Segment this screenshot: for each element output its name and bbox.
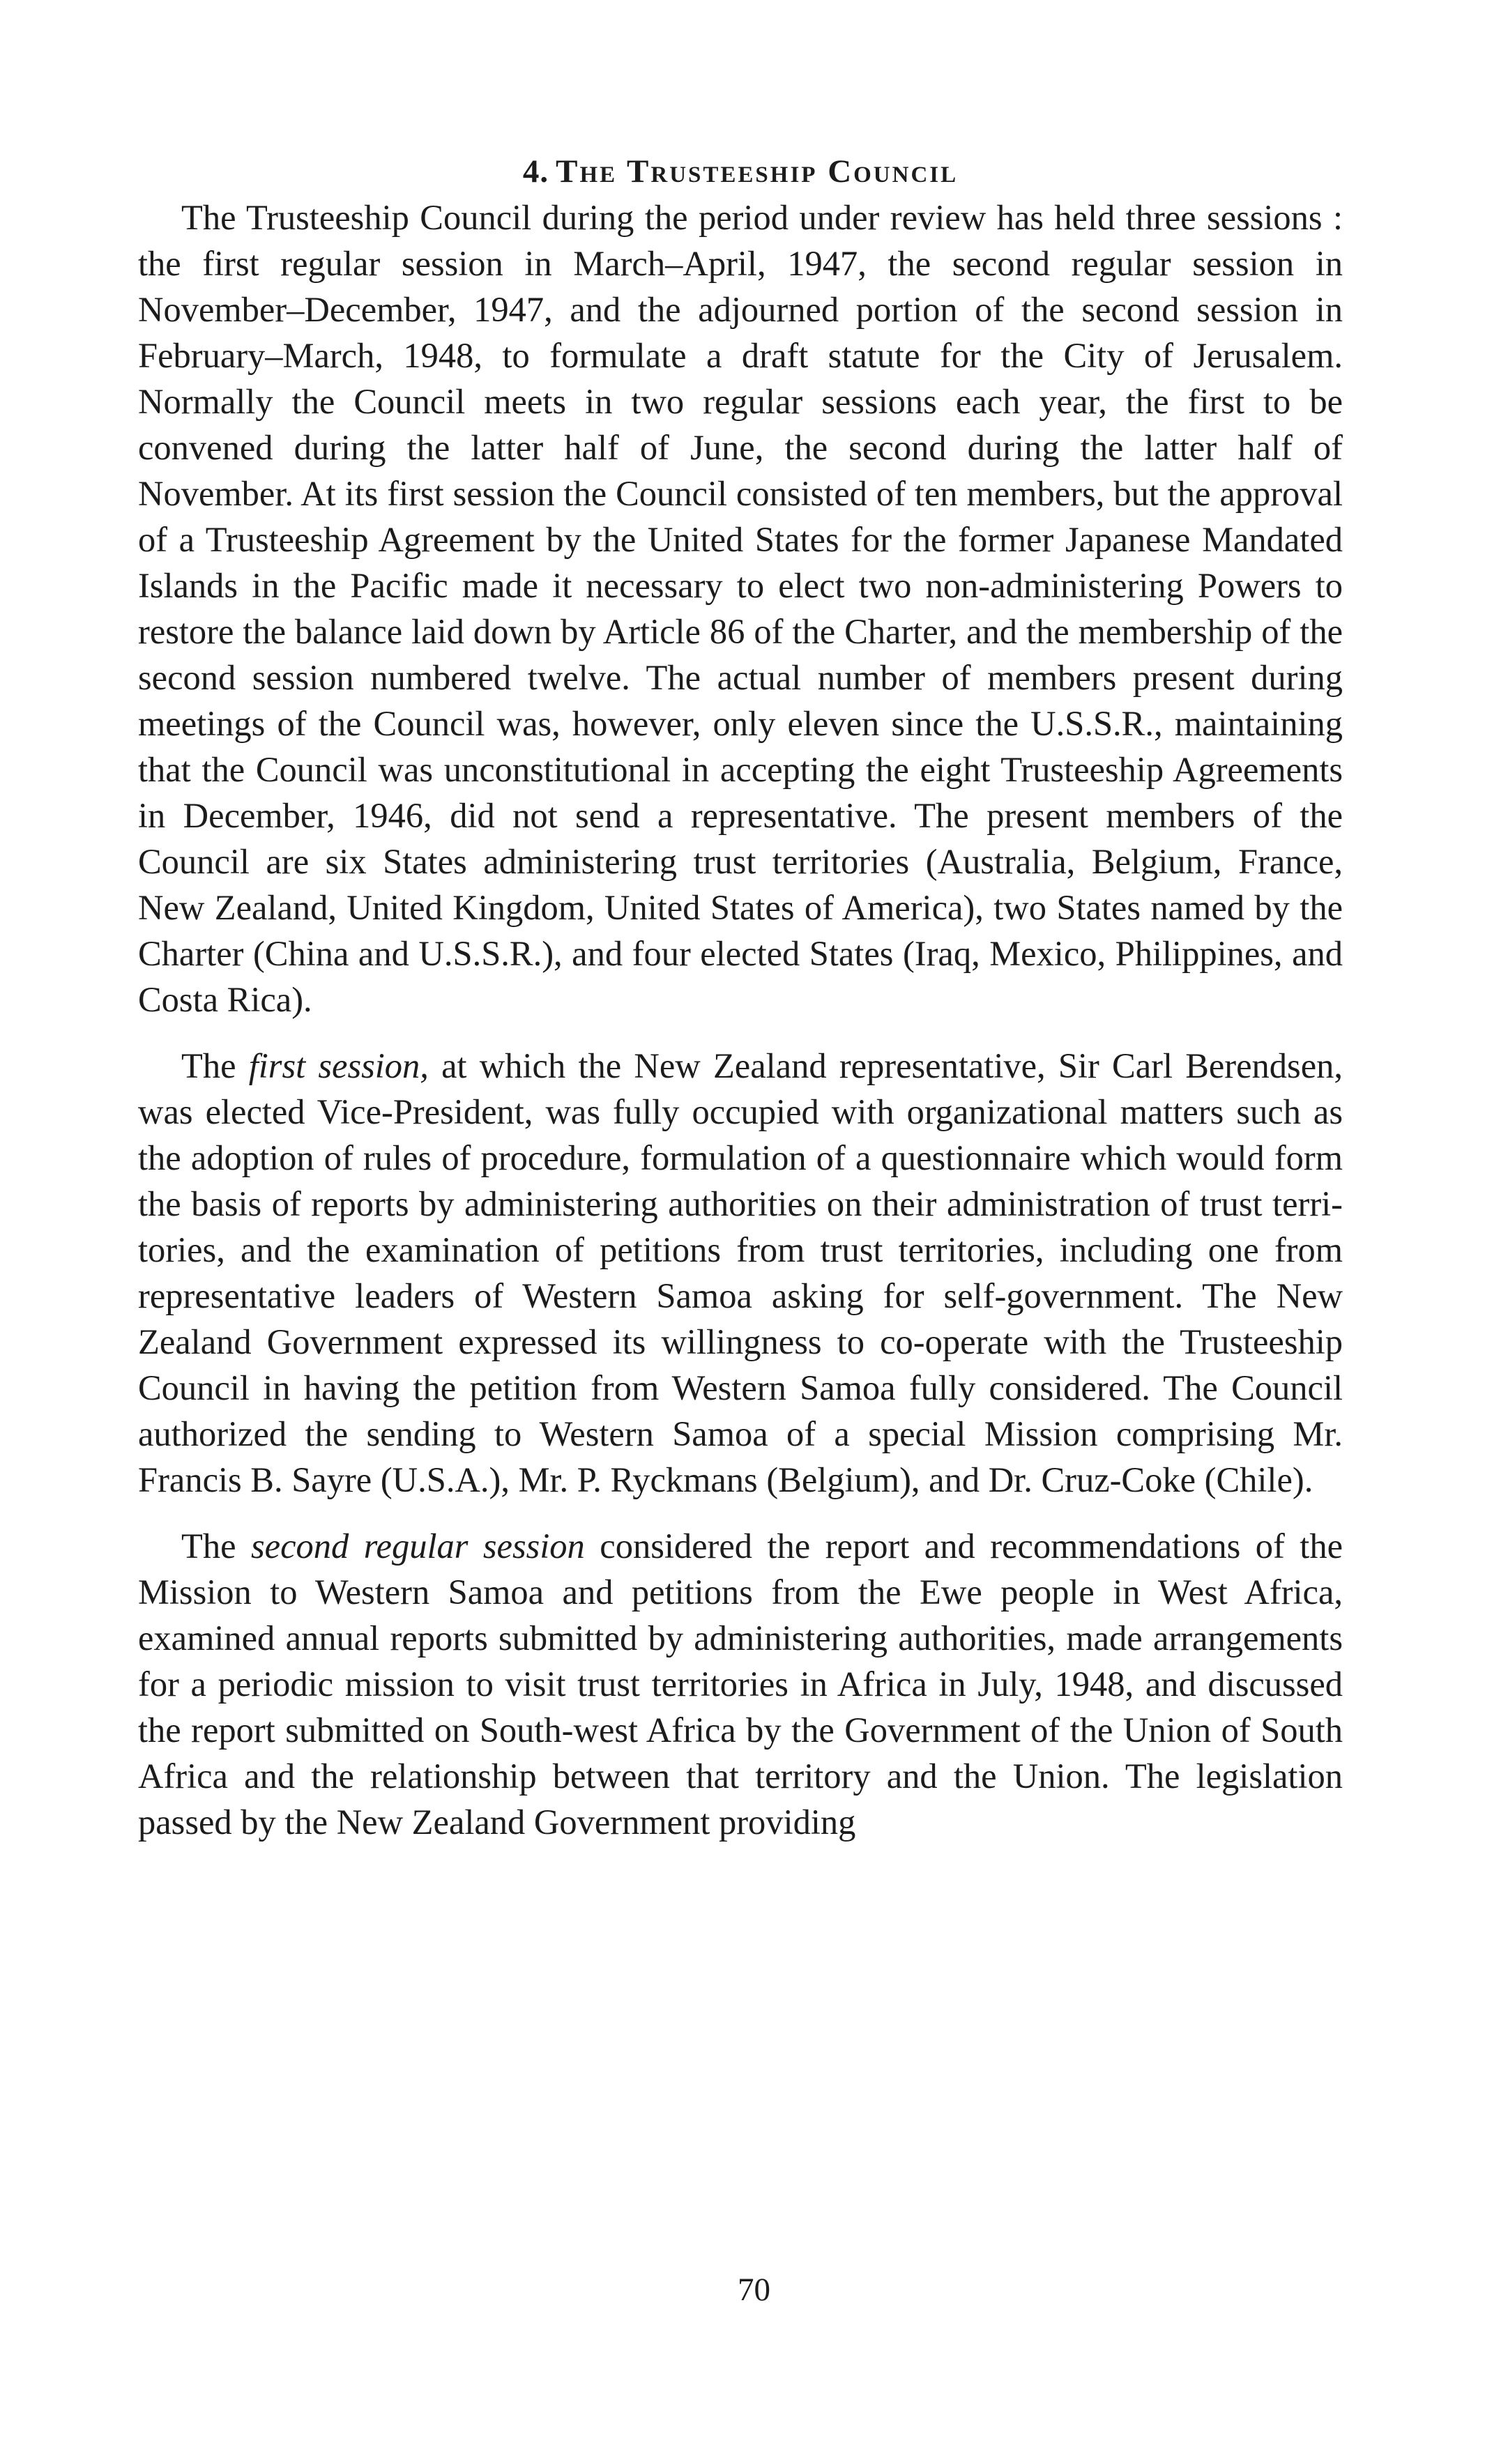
section-heading [138,150,1343,193]
paragraph-lead: The [181,1526,252,1566]
paragraph-body: considered the report and recommendations of the Mission to Western Samoa and petitions from the Ewe people in West Africa, examined annual reports submitted by administering authorities, made arrangements for a periodic mission to visit trust territories in Africa in July, 1948, and discussed the report submitted on South-west Africa by the Government of the Union of South Africa and the relationship between that territory and the Union. The legislation passed by the New Zealand Government providing [138,1526,1343,1842]
paragraph-lead: The [181,1046,249,1085]
page-number: 70 [738,2272,770,2308]
document-page [138,150,1343,1865]
paragraph-first-session [138,1043,1343,1503]
section-number: 4. [522,153,549,190]
section-title: The Trusteeship Council [556,153,959,190]
italic-term-second-session: second regular session [251,1526,585,1566]
paragraph-second-session [138,1523,1343,1845]
italic-term-first-session: first session, [248,1046,429,1085]
paragraph-overview: The Trusteeship Council during the period under review has held three sessions : the first regular session in March–April, 1947, the second regular session in November–December, 1947, and the adjourned portion of the second session in February–March, 1948, to formulate a draft statute for the City of Jerusalem. Normally the Council meets in two regular sessions each year, the first to be convened during the latter half of June, the second during the latter half of November. At its first session the Council consisted of ten members, but the approval of a Trusteeship Agreement by the United States for the former Japanese Mandated Islands in the Pacific made it necessary to elect two non-administering Powers to restore the balance laid down by Article 86 of the Charter, and the membership of the second session numbered twelve. The actual number of members present during meetings of the Council was, however, only eleven since the U.S.S.R., maintaining that the Council was unconstitutional in accepting the eight Trusteeship Agreements in December, 1946, did not send a representative. The present members of the Council are six States administering trust territories (Australia, Belgium, France, New Zealand, United Kingdom, United States of America), two States named by the Charter (China and U.S.S.R.), and four elected States (Iraq, Mexico, Philippines, and Costa Rica). [138,198,1343,1019]
paragraph-body: at which the New Zealand representative, Sir Carl Berendsen, was elected Vice-President, was fully occupied with organizational matters such as the adoption of rules of procedure, formulation of a questionnaire which would form the basis of reports by administering authorities on their administration of trust territories, and the examination of petitions from trust territories, including one from representative leaders of Western Samoa asking for self-government. The New Zealand Government expressed its willingness to co-operate with the Trusteeship Council in having the petition from Western Samoa fully considered. The Council authorized the sending to Western Samoa of a special Mission comprising Mr. Francis B. Sayre (U.S.A.), Mr. P. Ryckmans (Belgium), and Dr. Cruz-Coke (Chile). [138,1046,1343,1499]
